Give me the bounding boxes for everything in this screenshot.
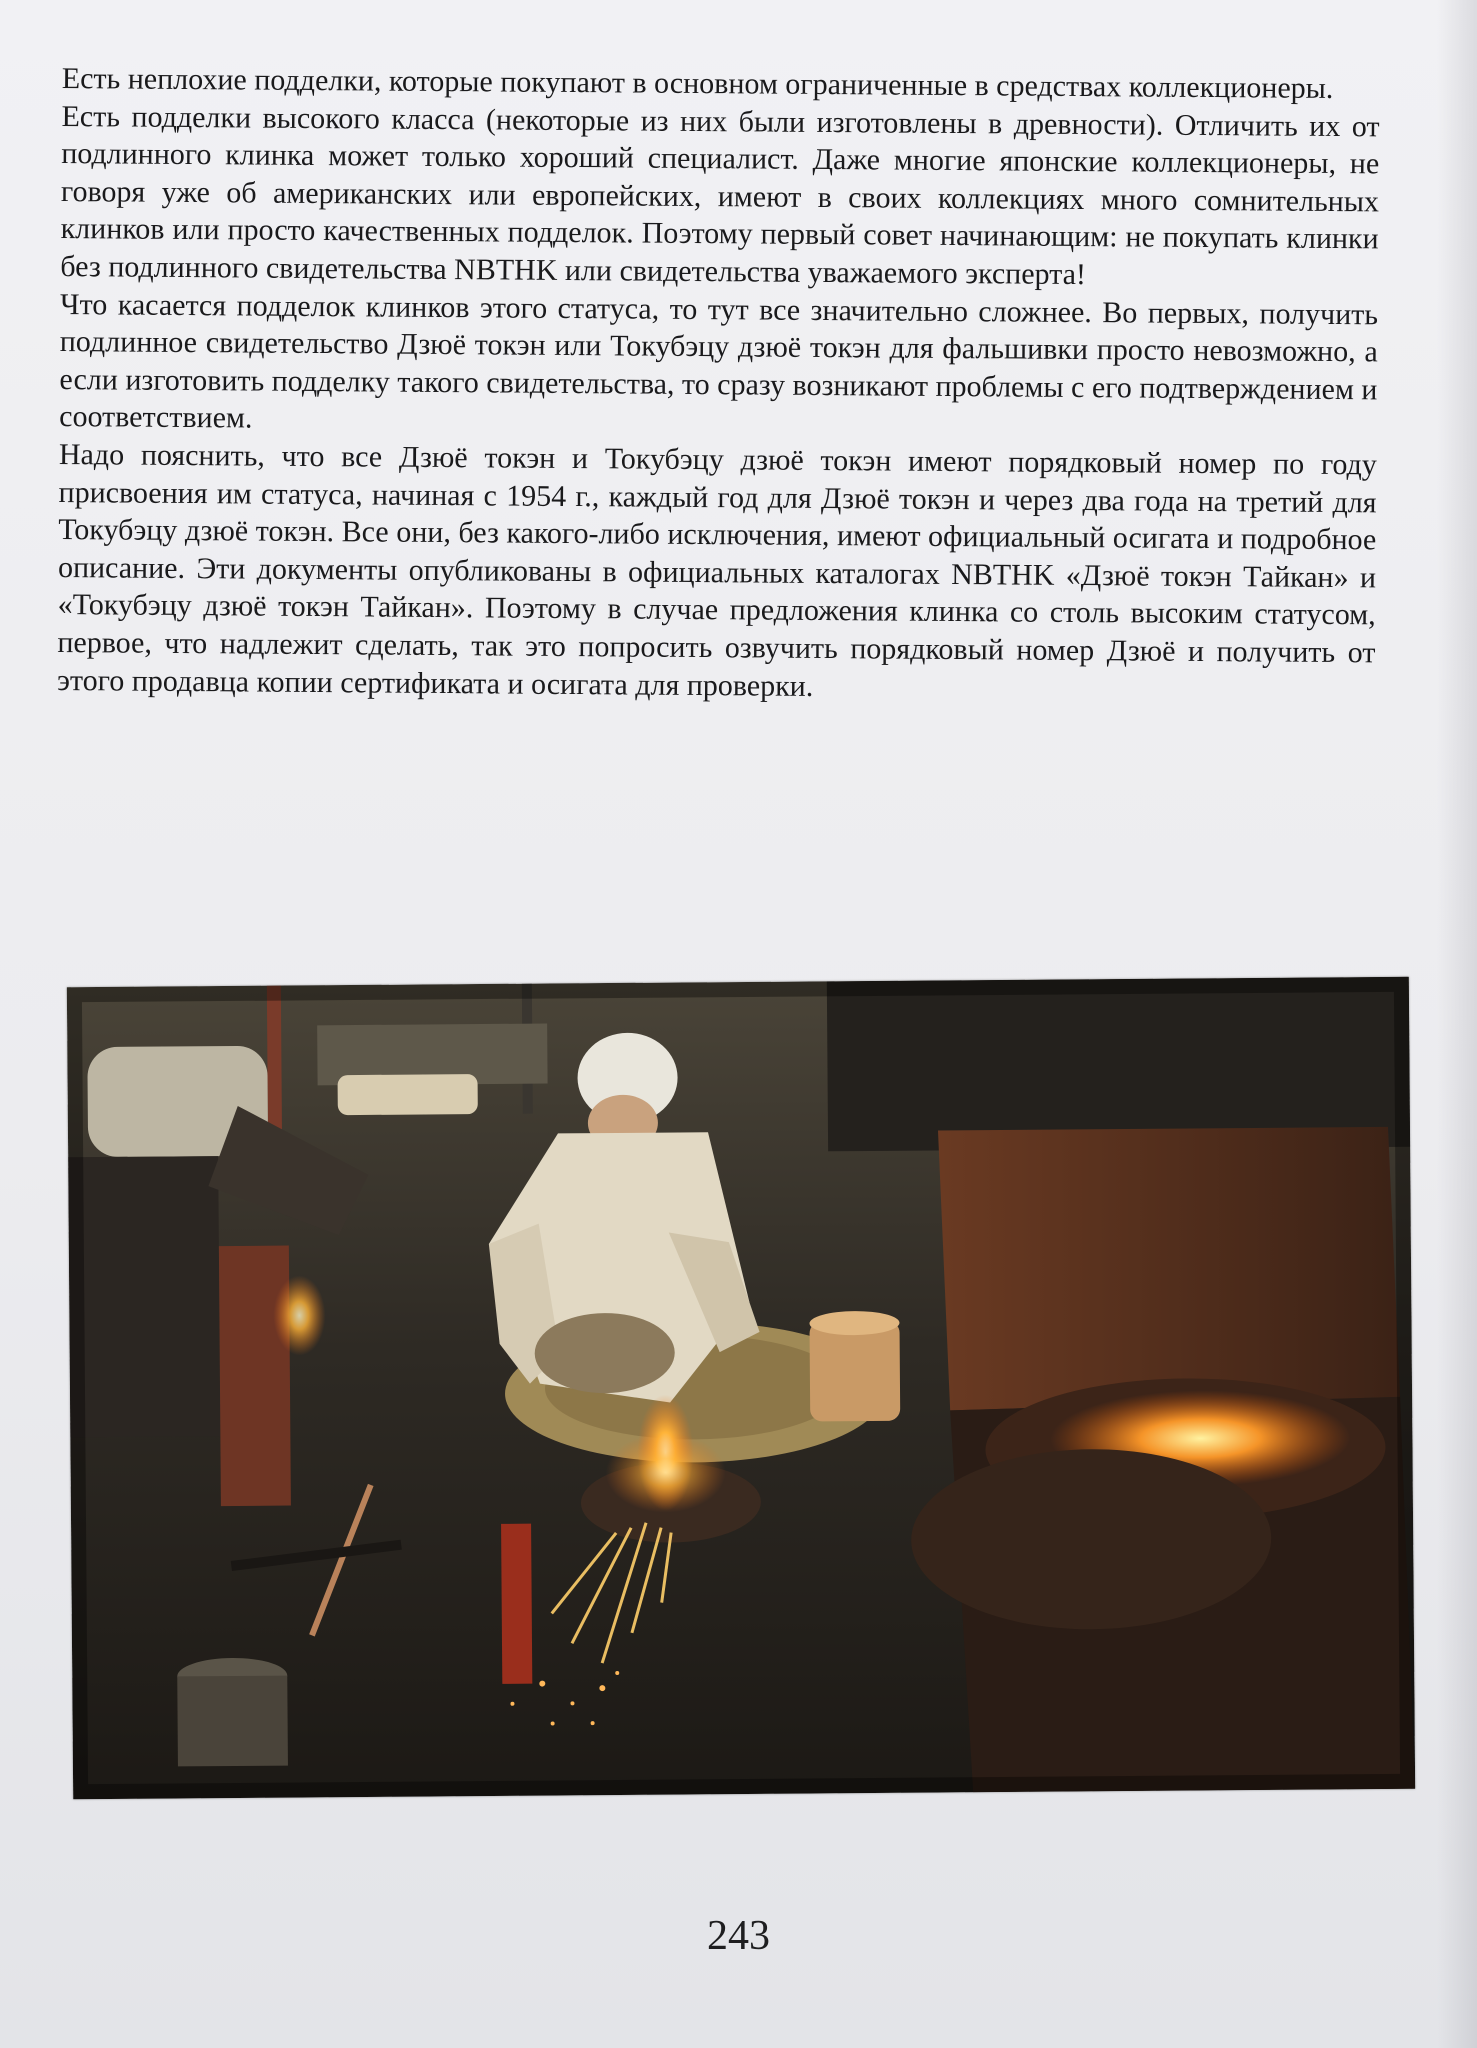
page-number: 243 [707, 1913, 770, 1959]
paragraph-3: Что касается подделок клинков этого статуса, то тут все значительно сложнее. Во первых, получить подлинное свидетельство Дзюё токэн или Токубэцу дзюё токэн для фальшивки просто невозможно, а если изготовить подделку такого свидетельства, то сразу возникают проблемы с его подтверждением и соответствием. [59, 287, 1379, 435]
paragraph-2: Есть подделки высокого класса (некоторые из них были изготовлены в древности). Отличить их от подлинного клинка может только хороший специалист. Даже многие японские коллекционеры, не говоря уже об американских или европейских, имеют в своих коллекциях много сомнительных клинков или просто качественных подделок. Поэтому первый совет начинающим: не покупать клинки без подлинного свидетельства NBTHK или свидетельства уважаемого эксперта! [60, 99, 1380, 292]
paragraph-4: Надо пояснить, что все Дзюё токэн и Токубэцу дзюё токэн имеют порядковый номер по году присвоения им статуса, начиная с 1954 г., каждый год для Дзюё токэн и через два года на третий для Токубэцу дзюё токэн. Все они, без какого-либо исключения, имеют официальный осигата и подробное описание. Эти документы опубликованы в официальных каталогах NBTHK «Дзюё токэн Тайкан» и «Токубэцу дзюё токэн Тайкан». Поэтому в случае предложения клинка со столь высоким статусом, первое, что надлежит сделать, так это попросить озвучить порядковый номер Дзюё и получить от этого продавца копии сертификата и осигата для проверки. [57, 437, 1377, 703]
paragraph-1: Есть неплохие подделки, которые покупают в основном ограниченные в средствах коллекционеры. [61, 61, 1334, 105]
body-text [57, 60, 1380, 709]
blacksmith-photo [67, 977, 1415, 1800]
